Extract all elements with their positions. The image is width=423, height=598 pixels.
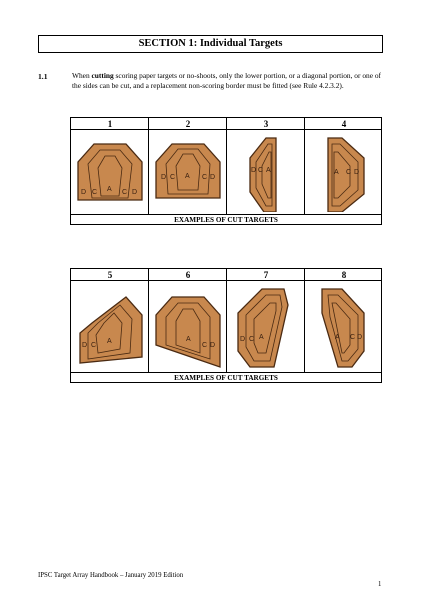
footer-handbook-title: IPSC Target Array Handbook – January 2019 Edition xyxy=(38,572,184,579)
table-caption: EXAMPLES OF CUT TARGETS xyxy=(71,372,381,383)
column-header-7: 7 xyxy=(263,270,269,280)
zone-label-c: C xyxy=(346,169,352,176)
column-header-4: 4 xyxy=(341,119,347,129)
zone-label-d: D xyxy=(240,336,246,343)
table-caption: EXAMPLES OF CUT TARGETS xyxy=(71,214,381,225)
column-divider xyxy=(148,269,149,372)
column-divider xyxy=(226,269,227,372)
column-divider xyxy=(304,118,305,214)
zone-label-d: D xyxy=(82,342,88,349)
column-header-3: 3 xyxy=(263,119,269,129)
zone-label-c: C xyxy=(350,334,356,341)
cut-target-figure-3 xyxy=(230,132,302,212)
cut-targets-table-2 xyxy=(70,268,382,383)
cut-target-figure-2 xyxy=(152,132,224,212)
column-divider xyxy=(304,269,305,372)
zone-label-c: C xyxy=(92,189,98,196)
section-title: SECTION 1: Individual Targets xyxy=(38,35,383,53)
zone-label-c: C xyxy=(202,174,208,181)
zone-label-d: D xyxy=(251,167,257,174)
zone-label-d: D xyxy=(357,334,363,341)
zone-label-d: D xyxy=(210,342,216,349)
cut-target-figure-1 xyxy=(74,132,146,212)
zone-label-c: C xyxy=(170,174,176,181)
zone-label-a: A xyxy=(107,186,112,193)
page-number: 1 xyxy=(378,581,382,588)
cut-target-figure-4 xyxy=(308,132,380,212)
column-divider xyxy=(148,118,149,214)
zone-label-c: C xyxy=(249,336,255,343)
clause-text-bold: cutting xyxy=(91,71,114,80)
zone-label-c: C xyxy=(258,167,264,174)
cut-targets-table-1 xyxy=(70,117,382,225)
column-header-2: 2 xyxy=(185,119,191,129)
zone-label-c: C xyxy=(122,189,128,196)
column-header-5: 5 xyxy=(107,270,113,280)
clause-text-end: scoring paper targets or no-shoots, only the lower portion, or a diagonal portion, or one of the sides can be cut, and a replacement non-scoring border must be fitted (see Rule 4.2.3.2). xyxy=(72,71,381,90)
zone-label-a: A xyxy=(185,173,190,180)
cut-target-figure-5 xyxy=(74,283,146,371)
cut-target-figure-6 xyxy=(152,283,224,371)
zone-label-d: D xyxy=(81,189,87,196)
zone-label-d: D xyxy=(132,189,138,196)
column-header-8: 8 xyxy=(341,270,347,280)
cut-target-figure-8 xyxy=(308,283,380,371)
zone-label-d: D xyxy=(210,174,216,181)
clause-text-start: When xyxy=(72,71,92,80)
zone-label-a: A xyxy=(335,334,340,341)
zone-label-a: A xyxy=(186,336,191,343)
zone-label-d: D xyxy=(161,174,167,181)
zone-label-a: A xyxy=(266,167,271,174)
clause-number: 1.1 xyxy=(38,72,48,81)
zone-label-a: A xyxy=(334,169,339,176)
zone-label-a: A xyxy=(107,338,112,345)
column-divider xyxy=(226,118,227,214)
zone-label-c: C xyxy=(202,342,208,349)
cut-target-figure-7 xyxy=(230,283,302,371)
zone-label-c: C xyxy=(91,342,97,349)
column-header-1: 1 xyxy=(107,119,113,129)
zone-label-a: A xyxy=(259,334,264,341)
clause-text xyxy=(72,71,387,91)
zone-label-d: D xyxy=(354,169,360,176)
column-header-6: 6 xyxy=(185,270,191,280)
